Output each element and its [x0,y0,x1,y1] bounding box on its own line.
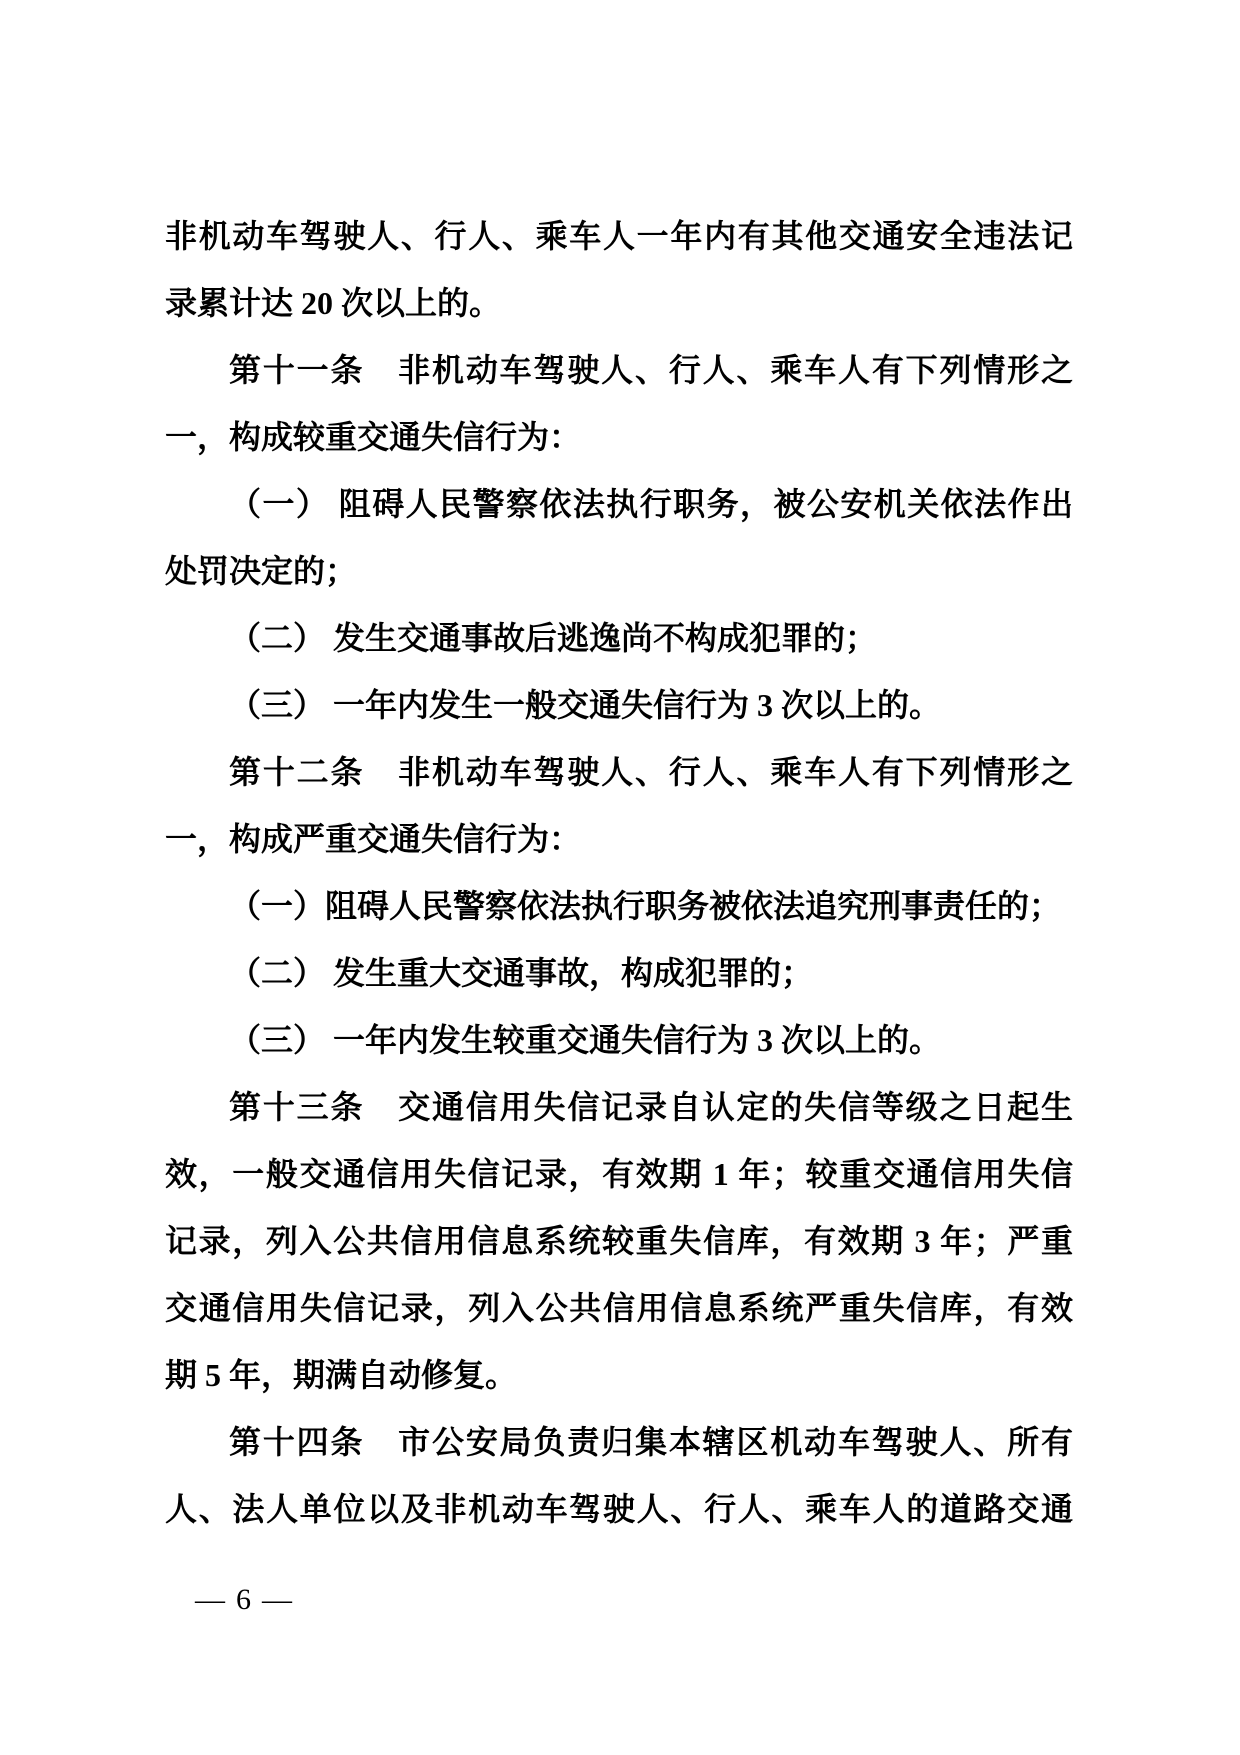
text-line: 人、法人单位以及非机动车驾驶人、行人、乘车人的道路交通 [165,1491,1073,1527]
text-line: 处罚决定的； [165,553,358,589]
text-line: 交通信用失信记录，列入公共信用信息系统严重失信库，有效 [165,1290,1073,1326]
text-line: （二） 发生重大交通事故，构成犯罪的； [229,955,814,991]
text-line: 第十四条 市公安局负责归集本辖区机动车驾驶人、所有 [229,1424,1073,1460]
text-line: 期 5 年，期满自动修复。 [165,1357,518,1393]
document-body [165,203,1073,1543]
text-line: （三） 一年内发生较重交通失信行为 3 次以上的。 [229,1022,942,1058]
text-line: 第十二条 非机动车驾驶人、行人、乘车人有下列情形之 [229,754,1073,790]
page-footer [195,1583,292,1617]
text-line: 效，一般交通信用失信记录，有效期 1 年；较重交通信用失信 [165,1156,1073,1192]
text-line: 一，构成较重交通失信行为： [165,419,582,455]
text-line: 一，构成严重交通失信行为： [165,821,582,857]
text-line: （三） 一年内发生一般交通失信行为 3 次以上的。 [229,687,942,723]
text-line: 记录，列入公共信用信息系统较重失信库，有效期 3 年；严重 [165,1223,1073,1259]
text-line: （一）阻碍人民警察依法执行职务被依法追究刑事责任的； [229,888,1062,924]
text-line: 第十一条 非机动车驾驶人、行人、乘车人有下列情形之 [229,352,1073,388]
text-line: （二） 发生交通事故后逃逸尚不构成犯罪的； [229,620,878,656]
text-line: 非机动车驾驶人、行人、乘车人一年内有其他交通安全违法记 [165,218,1073,254]
text-line: （一） 阻碍人民警察依法执行职务，被公安机关依法作出 [229,486,1073,522]
page-number: 6 [236,1583,251,1616]
footer-dash-right: — [262,1583,292,1616]
text-line: 第十三条 交通信用失信记录自认定的失信等级之日起生 [229,1089,1073,1125]
footer-dash-left: — [195,1583,225,1616]
text-line: 录累计达 20 次以上的。 [165,285,502,321]
